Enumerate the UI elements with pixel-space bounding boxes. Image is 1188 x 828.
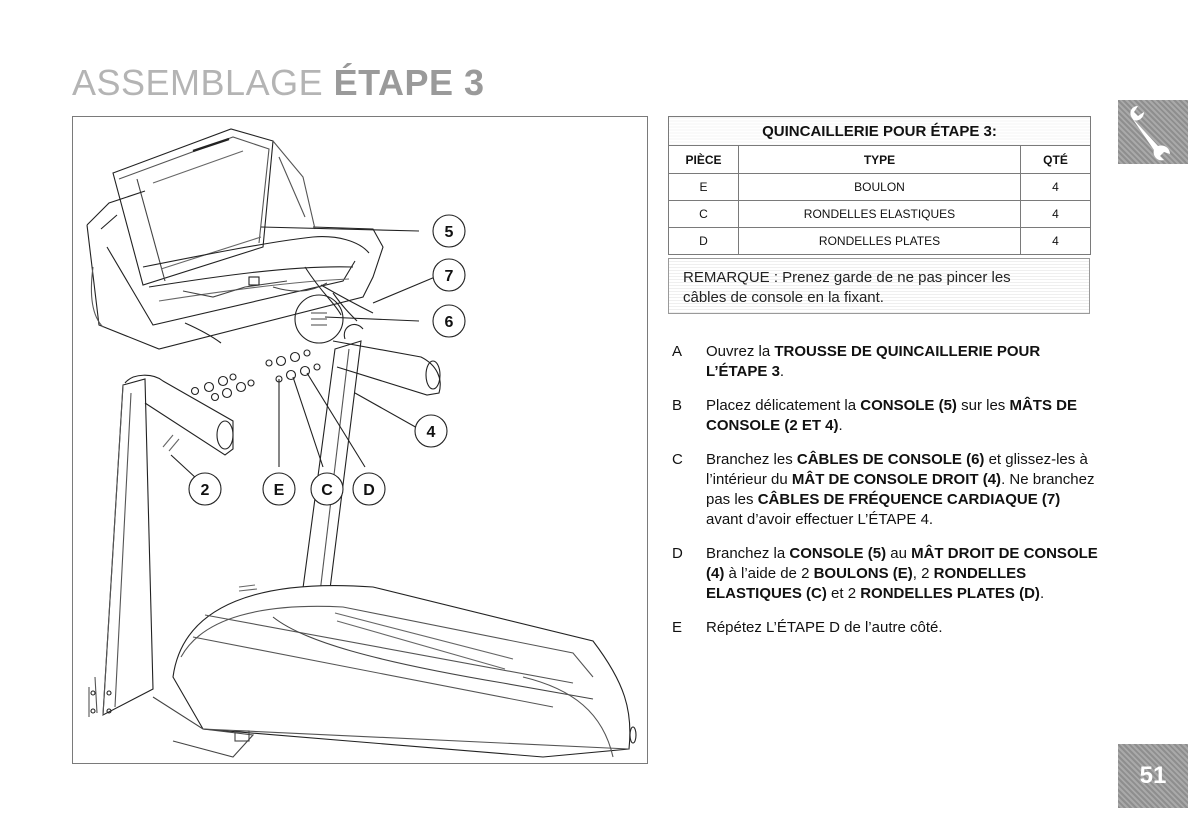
table-cell-piece: E: [669, 174, 739, 201]
step-emphasis: RONDELLES ELASTIQUES (C): [706, 565, 1027, 602]
step-text: .: [838, 417, 843, 434]
assembly-diagram: [72, 116, 648, 764]
step-a: [668, 342, 1098, 382]
step-emphasis: MÂT DROIT DE CONSOLE (4): [706, 545, 1098, 582]
page-title: [72, 62, 484, 104]
step-letter: B: [672, 397, 683, 414]
column-header-type: TYPE: [739, 146, 1021, 174]
hardware-table-caption-row: [669, 117, 1091, 146]
column-header-qty: QTÉ: [1021, 146, 1091, 174]
callout-7: 7: [444, 268, 454, 285]
table-cell-qty: 4: [1021, 174, 1091, 201]
step-d: [668, 544, 1098, 604]
step-text: sur les: [956, 397, 1010, 414]
callout-c: C: [321, 482, 333, 499]
step-text: .: [779, 363, 785, 380]
callout-6: 6: [444, 314, 454, 331]
table-cell-piece: C: [669, 201, 739, 228]
table-cell-type: RONDELLES ELASTIQUES: [739, 201, 1021, 228]
leader-lines: [171, 227, 435, 479]
step-emphasis: CONSOLE (5): [860, 397, 957, 414]
step-text: Répétez L’ÉTAPE D de l’autre côté.: [706, 619, 943, 636]
step-text: Branchez les: [706, 451, 797, 468]
step-emphasis: MÂTS DE CONSOLE (2 ET 4): [706, 397, 1077, 434]
table-row: [669, 201, 1091, 228]
deck-drawing: [153, 585, 636, 757]
step-e: [668, 618, 1098, 638]
table-row: [669, 228, 1091, 255]
wrench-icon: [1118, 100, 1188, 164]
step-text: au: [886, 545, 912, 562]
step-text: . Ne branchez pas les: [706, 471, 1095, 508]
callout-4: 4: [426, 424, 436, 441]
column-header-piece: PIÈCE: [669, 146, 739, 174]
step-emphasis: MÂT DE CONSOLE DROIT (4): [791, 471, 1002, 488]
note-line-2: câbles de console en la fixant.: [683, 289, 884, 306]
step-emphasis: BOULONS (E): [813, 565, 913, 582]
instruction-steps: [668, 342, 1098, 652]
treadmill-illustration: [73, 117, 649, 765]
note-box: [668, 258, 1090, 314]
table-row: [669, 174, 1091, 201]
step-text: Branchez la: [706, 545, 790, 562]
table-cell-type: RONDELLES PLATES: [739, 228, 1021, 255]
page-title-step: ÉTAPE 3: [333, 62, 485, 103]
hardware-drawing: [192, 350, 321, 401]
step-text: avant d’avoir effectuer L’ÉTAPE 4.: [706, 511, 934, 528]
callout-2: 2: [200, 482, 210, 499]
step-text: , 2: [912, 565, 934, 582]
hardware-table: [668, 116, 1091, 255]
step-text: et glissez-les à l’intérieur du: [706, 451, 1088, 488]
table-cell-type: BOULON: [739, 174, 1021, 201]
section-tab-assembly: [1118, 100, 1188, 164]
step-text: Placez délicatement la: [706, 397, 861, 414]
step-letter: E: [672, 619, 683, 636]
step-emphasis: TROUSSE DE QUINCAILLERIE POUR L’ÉTAPE 3: [706, 343, 1041, 380]
step-letter: C: [672, 451, 683, 468]
step-emphasis: CONSOLE (5): [789, 545, 887, 562]
step-c: [668, 450, 1098, 530]
callout-e: E: [273, 482, 285, 499]
console-drawing: [87, 129, 383, 349]
step-b: [668, 396, 1098, 436]
hardware-table-caption: QUINCAILLERIE POUR ÉTAPE 3:: [669, 117, 1091, 146]
page-number: 51: [1118, 744, 1188, 808]
step-emphasis: RONDELLES PLATES (D): [860, 585, 1040, 602]
step-text: à l’aide de 2: [724, 565, 814, 582]
table-cell-qty: 4: [1021, 201, 1091, 228]
note-line-1: REMARQUE : Prenez garde de ne pas pincer les: [683, 269, 1011, 286]
step-emphasis: CÂBLES DE FRÉQUENCE CARDIAQUE (7): [757, 491, 1061, 508]
step-text: Ouvrez la: [706, 343, 775, 360]
step-emphasis: CÂBLES DE CONSOLE (6): [796, 451, 985, 468]
step-letter: A: [672, 343, 683, 360]
hardware-table-header-row: [669, 146, 1091, 174]
page-title-light: ASSEMBLAGE: [72, 62, 324, 103]
callout-5: 5: [444, 224, 454, 241]
step-letter: D: [672, 545, 683, 562]
callout-d: D: [363, 482, 375, 499]
table-cell-qty: 4: [1021, 228, 1091, 255]
table-cell-piece: D: [669, 228, 739, 255]
step-text: et 2: [826, 585, 861, 602]
step-text: .: [1039, 585, 1045, 602]
